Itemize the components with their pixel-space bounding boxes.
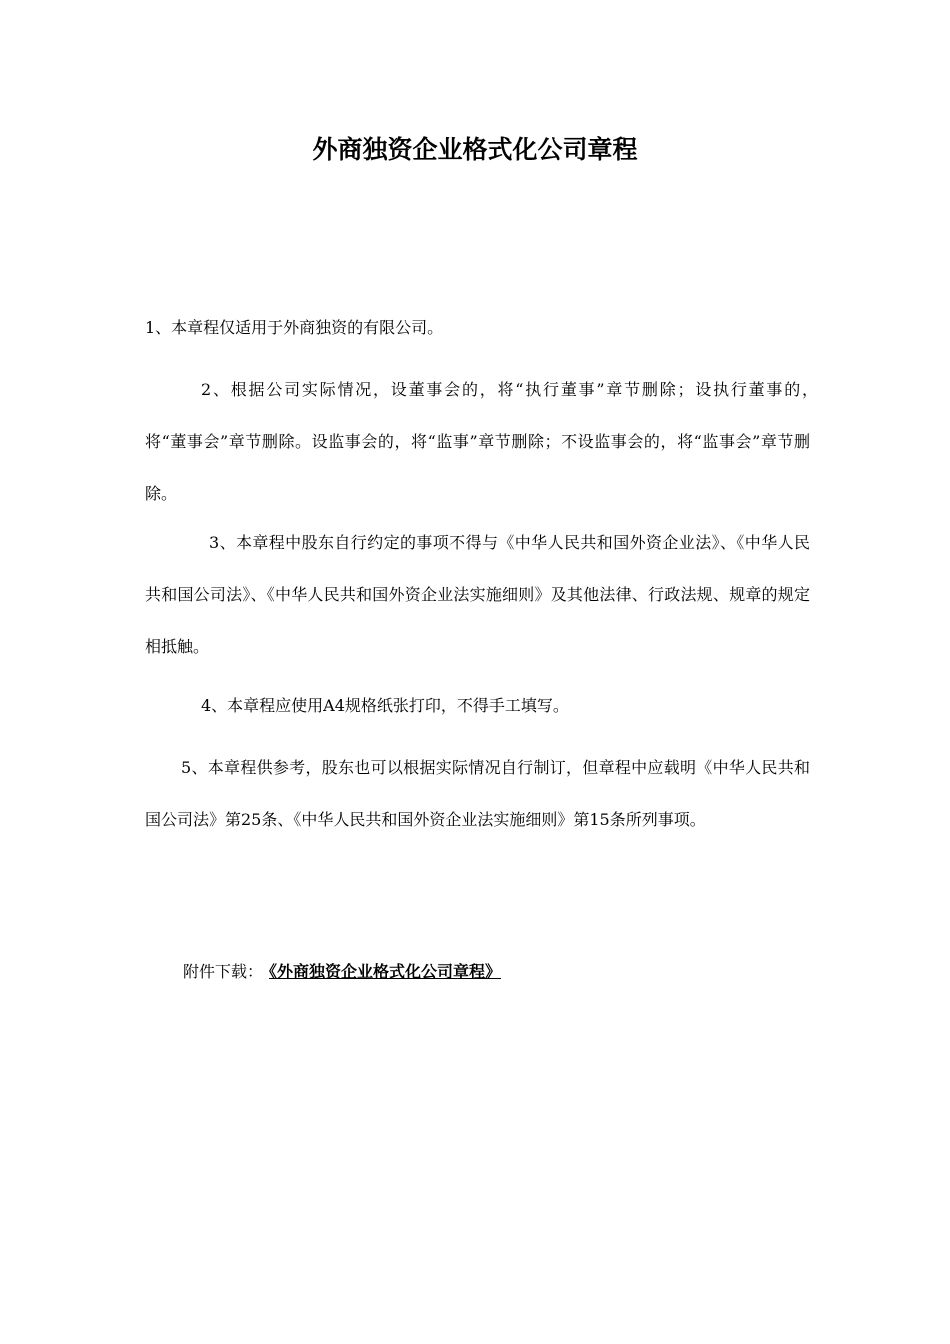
attachment-download-link[interactable]: 《外商独资企业格式化公司章程》 bbox=[269, 962, 502, 981]
attachment-label: 附件下载： bbox=[183, 962, 264, 981]
paragraph-5: 5、本章程供参考，股东也可以根据实际情况自行制订，但章程中应载明《中华人民共和国公司法》第25条、《中华人民共和国外资企业法实施细则》第15条所列事项。 bbox=[145, 758, 810, 829]
paragraph-1: 1、本章程仅适用于外商独资的有限公司。 bbox=[145, 318, 444, 337]
paragraph-2: 2、根据公司实际情况，设董事会的，将“执行董事”章节删除；设执行董事的， 将“董事会”章节删除。设监事会的，将“监事”章节删除；不设监事会的，将“监事会”章节删除。 bbox=[145, 380, 843, 503]
document-title: 外商独资企业格式化公司章程 bbox=[312, 135, 638, 164]
attachment-line bbox=[183, 956, 501, 988]
paragraph-4: 4、本章程应使用A4规格纸张打印，不得手工填写。 bbox=[201, 696, 569, 715]
paragraph-3: 3、本章程中股东自行约定的事项不得与《中华人民共和国外资企业法》、《中华人民共和国公司法》、《中华人民共和国外资企业法实施细则》及其他法律、行政法规、规章的规定相抵触。 bbox=[145, 533, 810, 656]
